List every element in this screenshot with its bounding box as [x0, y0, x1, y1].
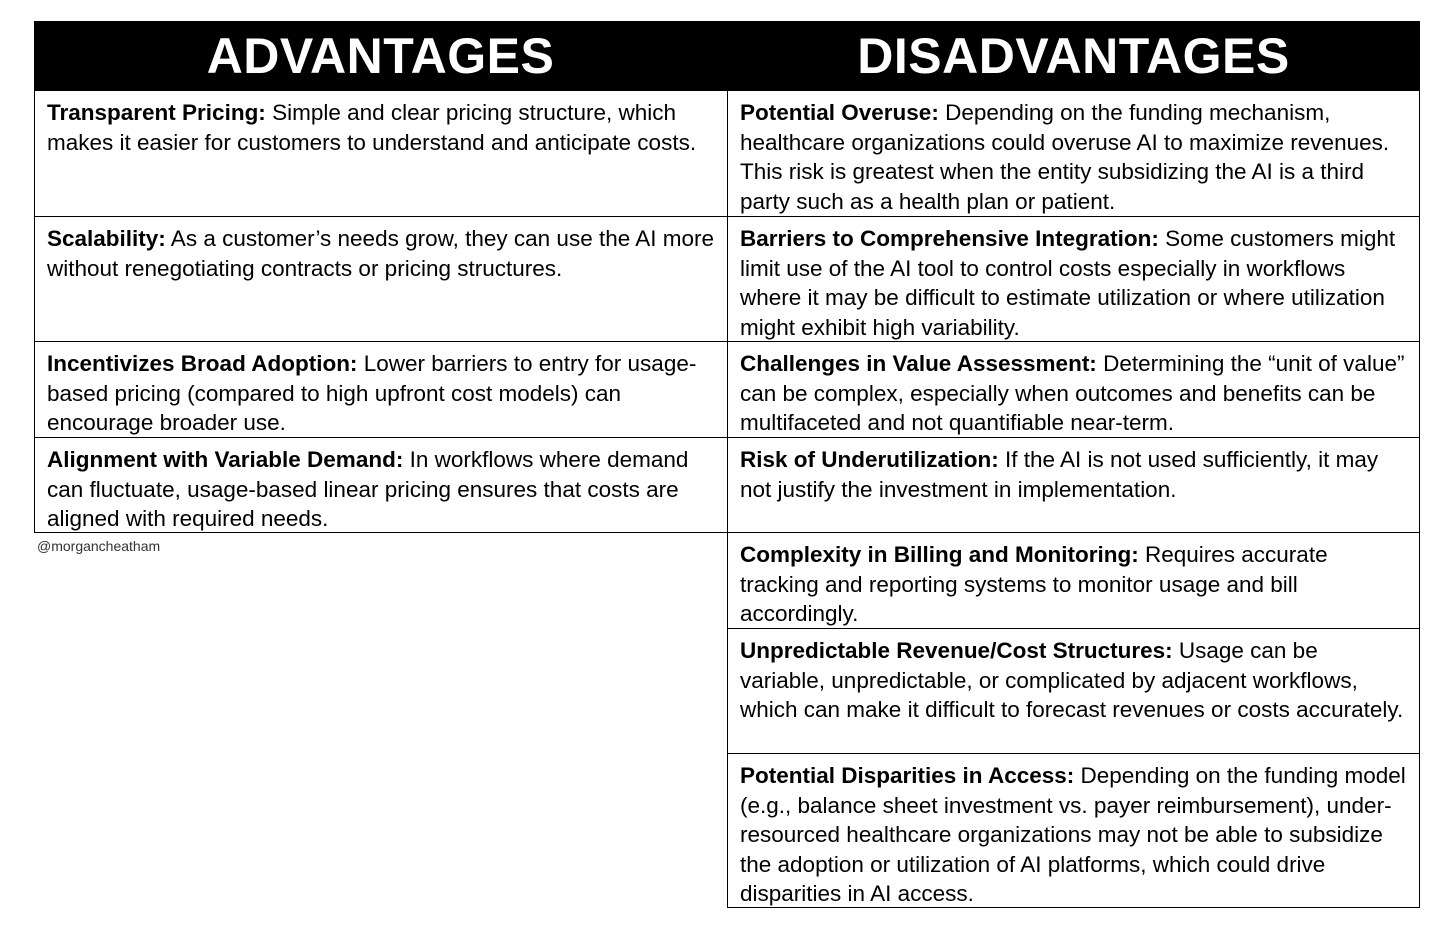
disadvantage-cell [727, 628, 1420, 754]
advantages-heading: ADVANTAGES [206, 28, 555, 84]
advantage-cell [34, 437, 728, 533]
disadvantage-cell [727, 341, 1420, 438]
disadvantage-cell [727, 753, 1420, 908]
disadvantage-text: Depending on the funding mechanism, healthcare organizations could overuse AI to maximize revenues. This risk is greatest when the entity subsidizing the AI is a third party such as a health plan or patient. [740, 100, 1390, 214]
advantage-title: Incentivizes Broad Adoption: [47, 351, 358, 376]
disadvantage-title: Complexity in Billing and Monitoring: [740, 542, 1139, 567]
advantage-text: Simple and clear pricing structure, which makes it easier for customers to understand and anticipate costs. [47, 100, 697, 155]
disadvantage-text: If the AI is not used sufficiently, it may not justify the investment in implementation. [740, 447, 1379, 502]
advantage-text: Lower barriers to entry for usage-based pricing (compared to high upfront cost models) can encourage broader use. [47, 351, 697, 435]
disadvantage-text: Depending on the funding model (e.g., balance sheet investment vs. payer reimbursement), under-resourced healthcare organizations may not be able to subsidize the adoption or utilization of AI platforms, which could drive disparities in AI access. [740, 763, 1406, 906]
disadvantage-text: Usage can be variable, unpredictable, or complicated by adjacent workflows, which can make it difficult to forecast revenues or costs accurately. [740, 638, 1404, 722]
advantage-title: Scalability: [47, 226, 166, 251]
advantage-title: Transparent Pricing: [47, 100, 266, 125]
disadvantage-title: Risk of Underutilization: [740, 447, 999, 472]
disadvantage-text: Some customers might limit use of the AI tool to control costs especially in workflows where it may be difficult to estimate utilization or where utilization might exhibit high variability. [740, 226, 1396, 340]
disadvantage-title: Challenges in Value Assessment: [740, 351, 1097, 376]
disadvantage-text: Requires accurate tracking and reporting systems to monitor usage and bill accordingly. [740, 542, 1328, 626]
disadvantage-cell [727, 437, 1420, 533]
advantage-title: Alignment with Variable Demand: [47, 447, 404, 472]
disadvantage-cell [727, 216, 1420, 342]
advantage-cell [34, 90, 728, 217]
author-credit: @morgancheatham [37, 538, 161, 554]
disadvantage-cell [727, 532, 1420, 629]
disadvantage-title: Unpredictable Revenue/Cost Structures: [740, 638, 1173, 663]
advantage-cell [34, 216, 728, 342]
advantage-text: As a customer’s needs grow, they can use the AI more without renegotiating contracts or pricing structures. [47, 226, 715, 281]
disadvantage-title: Barriers to Comprehensive Integration: [740, 226, 1159, 251]
disadvantage-cell [727, 90, 1420, 217]
disadvantage-title: Potential Overuse: [740, 100, 939, 125]
advantage-text: In workflows where demand can fluctuate, usage-based linear pricing ensures that costs are aligned with required needs. [47, 447, 689, 531]
disadvantage-title: Potential Disparities in Access: [740, 763, 1075, 788]
advantage-cell [34, 341, 728, 438]
disadvantages-heading: DISADVANTAGES [857, 28, 1290, 84]
disadvantage-text: Determining the “unit of value” can be complex, especially when outcomes and benefits can be multifaceted and not quantifiable near-term. [740, 351, 1405, 435]
table-header [34, 21, 1420, 91]
